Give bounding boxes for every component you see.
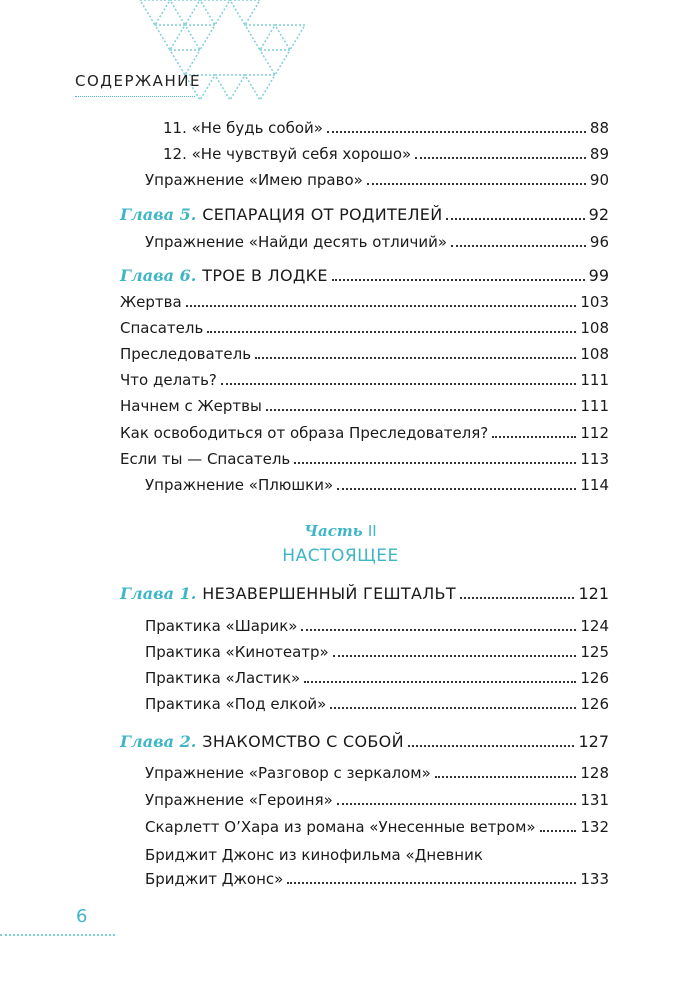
leader-dots — [540, 830, 577, 832]
leader-dots — [327, 131, 586, 133]
chapter-word: Глава 1. — [120, 584, 197, 603]
chapter-word: Глава 2. — [120, 732, 197, 751]
part-label — [0, 522, 681, 540]
toc-entry-label: Упражнение «Плюшки» — [145, 476, 334, 494]
toc-chapter-p2-2[interactable] — [120, 732, 609, 752]
toc-entry-page: 108 — [580, 319, 609, 337]
toc-entry-label: 12. «Не чувствуй себя хорошо» — [163, 145, 412, 163]
leader-dots — [301, 629, 576, 631]
toc-chapter-5[interactable] — [120, 205, 609, 225]
toc-entry[interactable] — [145, 232, 609, 252]
toc-chapter-6[interactable] — [120, 266, 609, 286]
toc-entry-page: 99 — [588, 266, 609, 285]
chapter-heading — [120, 584, 456, 604]
toc-entry[interactable] — [120, 344, 609, 364]
toc-entry-label: Преследователь — [120, 345, 252, 363]
toc-entry[interactable] — [145, 170, 609, 190]
leader-dots — [304, 681, 576, 683]
toc-entry[interactable] — [145, 790, 609, 810]
toc-entry[interactable] — [145, 869, 609, 889]
chapter-heading — [120, 205, 442, 225]
toc-entry-page: 88 — [589, 119, 609, 137]
toc-entry[interactable] — [163, 118, 609, 138]
leader-dots — [446, 218, 584, 220]
leader-dots — [408, 745, 575, 747]
toc-entry-page: 90 — [589, 171, 609, 189]
toc-entry-page: 96 — [589, 233, 609, 251]
toc-entry-page: 111 — [580, 371, 609, 389]
toc-entry[interactable] — [120, 423, 609, 443]
toc-entry-page: 103 — [580, 293, 609, 311]
toc-entry[interactable] — [145, 616, 609, 636]
toc-entry[interactable] — [145, 763, 609, 783]
footer-divider — [0, 934, 115, 936]
toc-entry[interactable] — [145, 475, 609, 495]
chapter-heading — [120, 732, 404, 752]
toc-entry-page: 127 — [578, 732, 609, 751]
part-title: НАСТОЯЩЕЕ — [282, 546, 399, 566]
header-divider — [75, 96, 195, 97]
part-word: Часть — [304, 522, 363, 540]
toc-entry-label: Упражнение «Имею право» — [145, 171, 363, 189]
leader-dots — [207, 331, 576, 333]
toc-chapter-p2-1[interactable] — [120, 584, 609, 604]
toc-entry-label: Жертва — [120, 293, 182, 311]
toc-entry-page: 112 — [580, 424, 609, 442]
toc-entry-label: Упражнение «Разговор с зеркалом» — [145, 764, 431, 782]
leader-dots — [330, 707, 576, 709]
toc-entry-label: 11. «Не будь собой» — [163, 119, 323, 137]
toc-entry-label: Скарлетт О’Хара из романа «Унесенные ветром» — [145, 818, 536, 836]
leader-dots — [287, 882, 576, 884]
leader-dots — [221, 383, 576, 385]
toc-entry-label: Практика «Под елкой» — [145, 695, 327, 713]
page-number: 6 — [76, 906, 88, 927]
toc-entry[interactable] — [120, 318, 609, 338]
toc-entry[interactable] — [145, 817, 609, 837]
toc-entry[interactable] — [145, 668, 609, 688]
toc-entry[interactable] — [120, 292, 609, 312]
toc-entry[interactable] — [120, 449, 609, 469]
toc-entry-label: Упражнение «Героиня» — [145, 791, 333, 809]
leader-dots — [435, 776, 577, 778]
chapter-word: Глава 6. — [120, 266, 197, 285]
leader-dots — [337, 803, 577, 805]
toc-entry-page: 131 — [580, 791, 609, 809]
chapter-title: НЕЗАВЕРШЕННЫЙ ГЕШТАЛЬТ — [202, 584, 456, 603]
toc-entry-page: 126 — [580, 695, 609, 713]
chapter-title: ТРОЕ В ЛОДКЕ — [202, 266, 328, 285]
leader-dots — [460, 597, 575, 599]
toc-entry-page: 128 — [580, 764, 609, 782]
leader-dots — [255, 357, 576, 359]
toc-entry-label: Практика «Кинотеатр» — [145, 643, 329, 661]
toc-entry-label: Упражнение «Найди десять отличий» — [145, 233, 448, 251]
leader-dots — [186, 305, 577, 307]
toc-entry[interactable] — [145, 694, 609, 714]
chapter-word: Глава 5. — [120, 205, 197, 224]
leader-dots — [367, 183, 586, 185]
leader-dots — [266, 409, 577, 411]
toc-entry-page: 132 — [580, 818, 609, 836]
toc-entry-label: Если ты — Спасатель — [120, 450, 291, 468]
toc-entry-page: 113 — [580, 450, 609, 468]
toc-entry[interactable] — [163, 144, 609, 164]
section-header: СОДЕРЖАНИЕ — [75, 72, 201, 90]
toc-entry-page: 125 — [580, 643, 609, 661]
toc-entry[interactable] — [145, 642, 609, 662]
leader-dots — [333, 655, 577, 657]
chapter-title: ЗНАКОМСТВО С СОБОЙ — [202, 732, 404, 751]
toc-entry-page: 121 — [578, 584, 609, 603]
chapter-heading — [120, 266, 328, 286]
toc-entry-page: 124 — [580, 617, 609, 635]
toc-entry-page: 114 — [580, 476, 609, 494]
toc-entry-label: Спасатель — [120, 319, 204, 337]
toc-entry-label: Начнем с Жертвы — [120, 397, 262, 415]
leader-dots — [451, 245, 586, 247]
leader-dots — [294, 462, 576, 464]
toc-entry-label-line1[interactable]: Бриджит Джонс из кинофильма «Дневник — [145, 846, 483, 864]
chapter-title: СЕПАРАЦИЯ ОТ РОДИТЕЛЕЙ — [202, 205, 443, 224]
toc-entry-label-line2: Бриджит Джонс» — [145, 870, 284, 888]
toc-entry-page: 89 — [589, 145, 609, 163]
toc-entry-page: 111 — [580, 397, 609, 415]
toc-entry[interactable] — [120, 396, 609, 416]
toc-entry-page: 133 — [580, 870, 609, 888]
leader-dots — [492, 436, 576, 438]
toc-entry[interactable] — [120, 370, 609, 390]
toc-entry-page: 108 — [580, 345, 609, 363]
leader-dots — [415, 157, 586, 159]
toc-entry-label: Практика «Ластик» — [145, 669, 301, 687]
toc-entry-label: Как освободиться от образа Преследователя? — [120, 424, 489, 442]
part-number: II — [367, 522, 377, 540]
toc-entry-page: 126 — [580, 669, 609, 687]
leader-dots — [337, 488, 576, 490]
toc-entry-label: Что делать? — [120, 371, 217, 389]
toc-entry-page: 92 — [588, 205, 609, 224]
leader-dots — [332, 279, 585, 281]
toc-entry-label: Практика «Шарик» — [145, 617, 298, 635]
